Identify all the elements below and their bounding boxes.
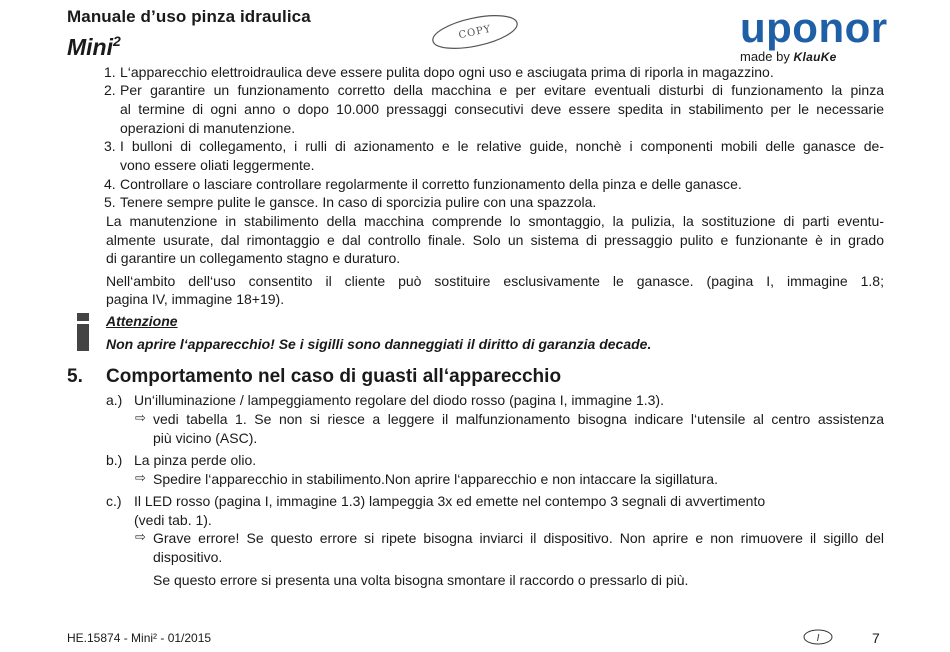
notice-text: Non aprire l‘apparecchio! Se i sigilli sono danneggiati il diritto di garanzia decade. xyxy=(106,336,652,352)
maintenance-item-4 xyxy=(104,175,884,193)
maintenance-item-5 xyxy=(104,193,884,211)
paragraph-line: pagina IV, immagine 18+19). xyxy=(106,291,285,307)
item-line: Per garantire un funzionamento corretto della macchina e per evitare eventuali disturbi di funzionamento la pinza xyxy=(120,82,884,98)
document-subtitle xyxy=(67,33,121,61)
item-number: 1. xyxy=(104,64,116,80)
arrow-right-icon: ⇨ xyxy=(135,411,146,426)
made-by-line xyxy=(740,49,837,64)
item-line: operazioni di manutenzione. xyxy=(120,120,296,136)
arrow-right-icon: ⇨ xyxy=(135,471,146,486)
item-line: Tenere sempre pulite le gansce. In caso di sporcizia pulire con una spazzola. xyxy=(120,194,597,210)
item-text-line: (vedi tab. 1). xyxy=(134,512,212,528)
document-title: Manuale d’uso pinza idraulica xyxy=(67,7,311,26)
made-by-label: made by xyxy=(740,49,790,64)
item-number: 2. xyxy=(104,82,116,98)
item-label-a: a.) xyxy=(106,392,123,408)
sub-text-line: dispositivo. xyxy=(153,549,223,565)
subtitle-superscript: 2 xyxy=(113,33,121,49)
item-number: 5. xyxy=(104,194,116,210)
section-title: Comportamento nel caso di guasti all‘apparecchio xyxy=(106,366,562,387)
page-roman-badge xyxy=(803,629,833,645)
arrow-right-icon: ⇨ xyxy=(135,530,146,545)
item-line: Controllare o lasciare controllare regolarmente il corretto funzionamento della pinza e delle ganasce. xyxy=(120,176,742,192)
section-number: 5. xyxy=(67,366,83,387)
stamp-text: COPY xyxy=(457,23,493,42)
uponor-logo: uponor xyxy=(740,4,888,51)
roman-numeral: I xyxy=(816,633,820,644)
item-line: L‘apparecchio elettroidraulica deve essere pulita dopo ogni uso e asciugata prima di riporla in magazzino. xyxy=(120,64,774,80)
subtitle-text: Mini xyxy=(67,34,113,60)
item-text-line: Il LED rosso (pagina I, immagine 1.3) lampeggia 3x ed emette nel contempo 3 segnali di avvertimento xyxy=(134,493,766,509)
sub-text-line: Grave errore! Se questo errore si ripete bisogna inviarci il dispositivo. Non aprire e non rimuovere il sigillo del xyxy=(153,530,884,546)
page-number: 7 xyxy=(872,630,880,646)
item-number: 3. xyxy=(104,138,116,154)
info-icon xyxy=(76,313,90,351)
maintenance-item-1 xyxy=(104,63,884,81)
item-line: I bulloni di collegamento, i rulli di azionamento e le relative guide, nonchè i componenti mobili delle ganasce de- xyxy=(120,138,884,154)
footer-code: HE.15874 - Mini² - 01/2015 xyxy=(67,631,212,645)
klauke-logo: KlauKe xyxy=(793,50,837,64)
sub-text-b: Spedire l‘apparecchio in stabilimento.Non aprire l‘apparecchio e non intaccare la sigillatura. xyxy=(153,471,718,487)
item-text-a: Un‘illuminazione / lampeggiamento regolare del diodo rosso (pagina I, immagine 1.3). xyxy=(134,392,664,408)
paragraph-line: La manutenzione in stabilimento della macchina comprende lo smontaggio, la pulizia, la sostituzione di parti eventu- xyxy=(106,213,884,229)
item-line: vono essere oliati leggermente. xyxy=(120,157,315,173)
sub-text-line: vedi tabella 1. Se non si riesce a leggere il malfunzionamento bisogna indicare l‘utensile al centro assistenza xyxy=(153,411,884,427)
paragraph-line: almente usurate, dal rimontaggio e dal controllo finale. Solo un sistema di pressaggio pulito e funzionante è in grado xyxy=(106,232,884,248)
sub-text-line: più vicino (ASC). xyxy=(153,430,258,446)
paragraph-line: di garantire un collegamento stagno e duraturo. xyxy=(106,250,401,266)
sub-text-c2: Se questo errore si presenta una volta bisogna smontare il raccordo o pressarlo di più. xyxy=(153,572,689,588)
maintenance-item-2 xyxy=(104,81,884,99)
item-text-b: La pinza perde olio. xyxy=(134,452,257,468)
item-line: al termine di ogni anno o dopo 10.000 pressaggi consecutivi deve essere spedita in stabilimento per le necessarie xyxy=(120,101,884,117)
paragraph-line: Nell‘ambito dell‘uso consentito il cliente può sostituire esclusivamente le ganasce. (pagina I, immagine 1.8; xyxy=(106,273,884,289)
item-label-c: c.) xyxy=(106,493,122,509)
item-number: 4. xyxy=(104,176,116,192)
copy-stamp xyxy=(430,12,520,52)
maintenance-item-3 xyxy=(104,137,884,155)
notice-title: Attenzione xyxy=(106,313,178,329)
item-label-b: b.) xyxy=(106,452,123,468)
